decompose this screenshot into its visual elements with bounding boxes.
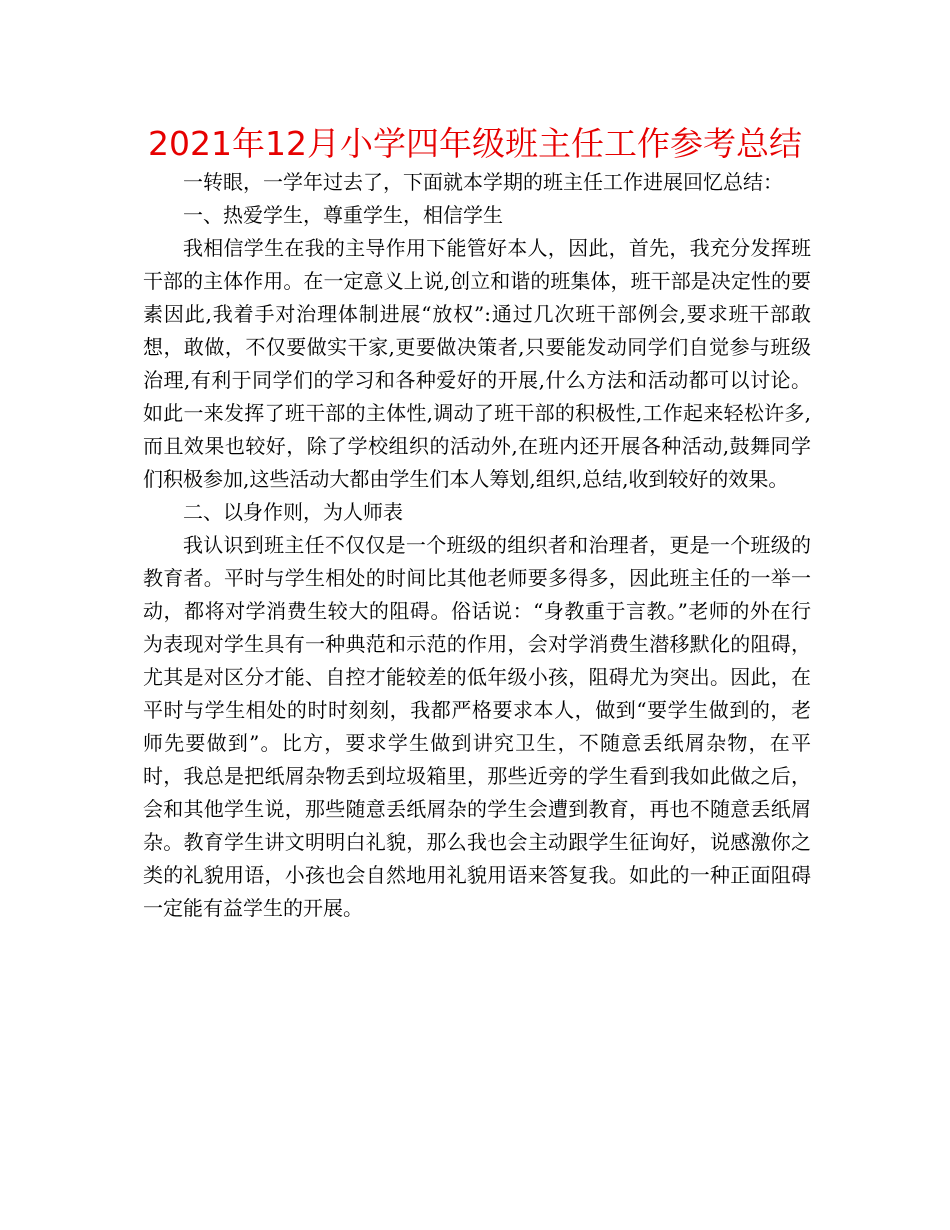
section-1-heading: 一、热爱学生，尊重学生，相信学生 [183,203,503,227]
section-2-heading: 二、以身作则，为人师表 [183,500,403,524]
intro-paragraph: 一转眼，一学年过去了，下面就本学期的班主任工作进展回忆总结： [183,170,783,194]
section-2-paragraph: 我认识到班主任不仅仅是一个班级的组织者和治理者，更是一个班级的教育者。平时与学生相处的时间比其他老师要多得多，因此班主任的一举一动，都将对学消费生较大的阻碍。俗话说：“身教重于言教。”老师的外在行为表现对学生具有一种典范和示范的作用，会对学消费生潜移默化的阻碍，尤其是对区分才能、自控才能较差的低年级小孩，阻碍尤为突出。因此，在平时与学生相处的时时刻刻，我都严格要求本人，做到“要学生做到的，老师先要做到”。比方，要求学生做到讲究卫生，不随意丢纸屑杂物，在平时，我总是把纸屑杂物丢到垃圾箱里，那些近旁的学生看到我如此做之后，会和其他学生说，那些随意丢纸屑杂的学生会遭到教育，再也不随意丢纸屑杂。教育学生讲文明明白礼貌，那么我也会主动跟学生征询好，说感激你之类的礼貌用语，小孩也会自然地用礼貌用语来答复我。如此的一种正面阻碍一定能有益学生的开展。 [143,533,811,920]
section-1-paragraph: 我相信学生在我的主导作用下能管好本人，因此，首先，我充分发挥班干部的主体作用。在一定意义上说,创立和谐的班集体，班干部是决定性的要素因此,我着手对治理体制进展“放权”:通过几次班干部例会,要求班干部敢想，敢做，不仅要做实干家,更要做决策者,只要能发动同学们自觉参与班级治理,有利于同学们的学习和各种爱好的开展,什么方法和活动都可以讨论。如此一来发挥了班干部的主体性,调动了班干部的积极性,工作起来轻松许多,而且效果也较好，除了学校组织的活动外,在班内还开展各种活动,鼓舞同学们积极参加,这些活动大都由学生们本人筹划,组织,总结,收到较好的效果。 [143,236,811,491]
document-body [143,166,811,925]
document-title: 2021年12月小学四年级班主任工作参考总结 [148,124,802,163]
